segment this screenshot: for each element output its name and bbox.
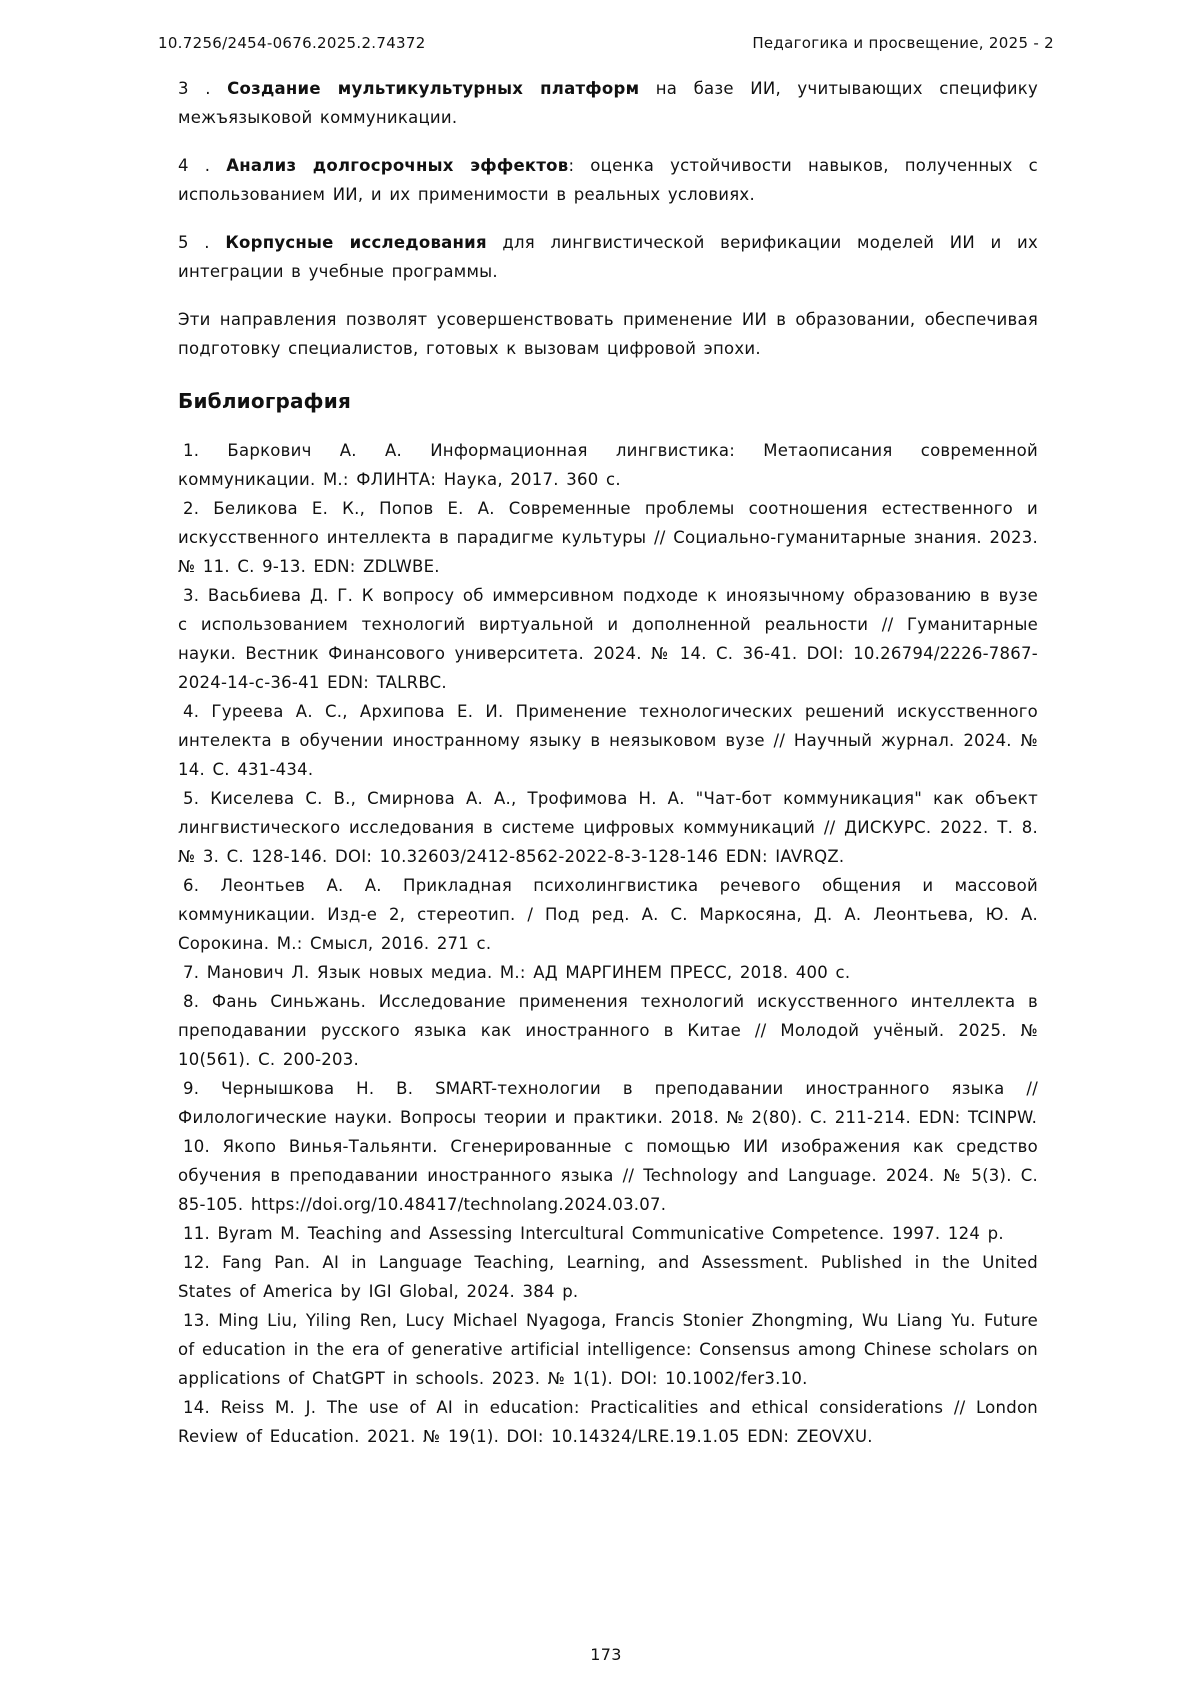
page-body [158,74,1054,1451]
numbered-paragraph [178,151,1038,209]
paragraph-number: 3 . [178,79,228,98]
page-header [158,34,1054,52]
bibliography-item: 11. Byram M. Teaching and Assessing Intercultural Communicative Competence. 1997. 124 p. [183,1224,1004,1243]
bibliography-item: 2. Беликова Е. К., Попов Е. А. Современные проблемы соотношения естественного и искусственного интеллекта в парадигме культуры // Социально-гуманитарные знания. 2023. № 11. С. 9-13. EDN: ZDLWBE. [178,499,1038,576]
page-footer [158,1645,1054,1664]
bibliography-item: 3. Васьбиева Д. Г. К вопросу об иммерсивном подходе к иноязычному образованию в вузе с использованием технологий виртуальной и дополненной реальности // Гуманитарные науки. Вестник Финансового университета. 2024. № 14. С. 36-41. DOI: 10.26794/2226-7867-2024-14-c-36-41 EDN: TALRBC. [178,586,1038,692]
bibliography-item: 4. Гуреева А. С., Архипова Е. И. Применение технологических решений искусственного интелекта в обучении иностранному языку в неязыковом вузе // Научный журнал. 2024. № 14. С. 431-434. [178,702,1038,779]
bibliography-list [178,436,1038,1451]
paragraph-text: на базе ИИ, учитывающих специфику межъязыковой коммуникации. [178,79,1039,127]
bibliography-item: 7. Манович Л. Язык новых медиа. М.: АД МАРГИНЕМ ПРЕСС, 2018. 400 с. [183,963,851,982]
numbered-paragraph [178,228,1038,286]
bibliography-item: 8. Фань Синьжань. Исследование применения технологий искусственного интеллекта в преподавании русского языка как иностранного в Китае // Молодой учёный. 2025. № 10(561). С. 200-203. [178,992,1038,1069]
closing-paragraph: Эти направления позволят усовершенствовать применение ИИ в образовании, обеспечивая подготовку специалистов, готовых к вызовам цифровой эпохи. [178,310,1038,358]
journal-title: Педагогика и просвещение, 2025 - 2 [752,34,1054,52]
page-number: 173 [590,1645,622,1664]
paragraph-number: 5 . [178,233,226,252]
doi-text: 10.7256/2454-0676.2025.2.74372 [158,34,426,52]
bibliography-heading: Библиография [178,389,351,413]
bibliography-item: 14. Reiss M. J. The use of AI in education: Practicalities and ethical considerations // London Review of Education. 2021. № 19(1). DOI: 10.14324/LRE.19.1.05 EDN: ZEOVXU. [178,1398,1038,1446]
paragraph-lead-bold: Корпусные исследования [225,233,487,252]
paragraph-number: 4 . [178,156,227,175]
bibliography-item: 10. Якопо Винья-Тальянти. Сгенерированные с помощью ИИ изображения как средство обучения в преподавании иностранного языка // Technology and Language. 2024. № 5(3). С. 85-105. https://doi.org/10.48417/technolang.2024.03.07. [178,1137,1038,1214]
numbered-paragraph [178,74,1038,132]
bibliography-item: 1. Баркович А. А. Информационная лингвистика: Метаописания современной коммуникации. М.: ФЛИНТА: Наука, 2017. 360 с. [178,441,1038,489]
paragraph-lead-bold: Создание мультикультурных платформ [227,79,640,98]
bibliography-item: 6. Леонтьев А. А. Прикладная психолингвистика речевого общения и массовой коммуникации. Изд-е 2, стереотип. / Под ред. А. С. Маркосяна, Д. А. Леонтьева, Ю. А. Сорокина. М.: Смысл, 2016. 271 с. [178,876,1038,953]
bibliography-item: 12. Fang Pan. AI in Language Teaching, Learning, and Assessment. Published in the United States of America by IGI Global, 2024. 384 p. [178,1253,1038,1301]
paragraph-text: для лингвистической верификации моделей ИИ и их интеграции в учебные программы. [178,233,1039,281]
bibliography-item: 5. Киселева С. В., Смирнова А. А., Трофимова Н. А. "Чат-бот коммуникация" как объект лингвистического исследования в системе цифровых коммуникаций // ДИСКУРС. 2022. Т. 8. № 3. С. 128-146. DOI: 10.32603/2412-8562-2022-8-3-128-146 EDN: IAVRQZ. [178,789,1038,866]
paragraph-lead-bold: Анализ долгосрочных эффектов [226,156,569,175]
bibliography-item: 9. Чернышкова Н. В. SMART-технологии в преподавании иностранного языка // Филологические науки. Вопросы теории и практики. 2018. № 2(80). С. 211-214. EDN: TCINPW. [178,1079,1038,1127]
paragraph-text: : оценка устойчивости навыков, полученных с использованием ИИ, и их применимости в реальных условиях. [178,156,1038,204]
bibliography-item: 13. Ming Liu, Yiling Ren, Lucy Michael Nyagoga, Francis Stonier Zhongming, Wu Liang Yu. Future of education in the era of generative artificial intelligence: Consensus among Chinese scholars on applications of ChatGPT in schools. 2023. № 1(1). DOI: 10.1002/fer3.10. [178,1311,1038,1388]
